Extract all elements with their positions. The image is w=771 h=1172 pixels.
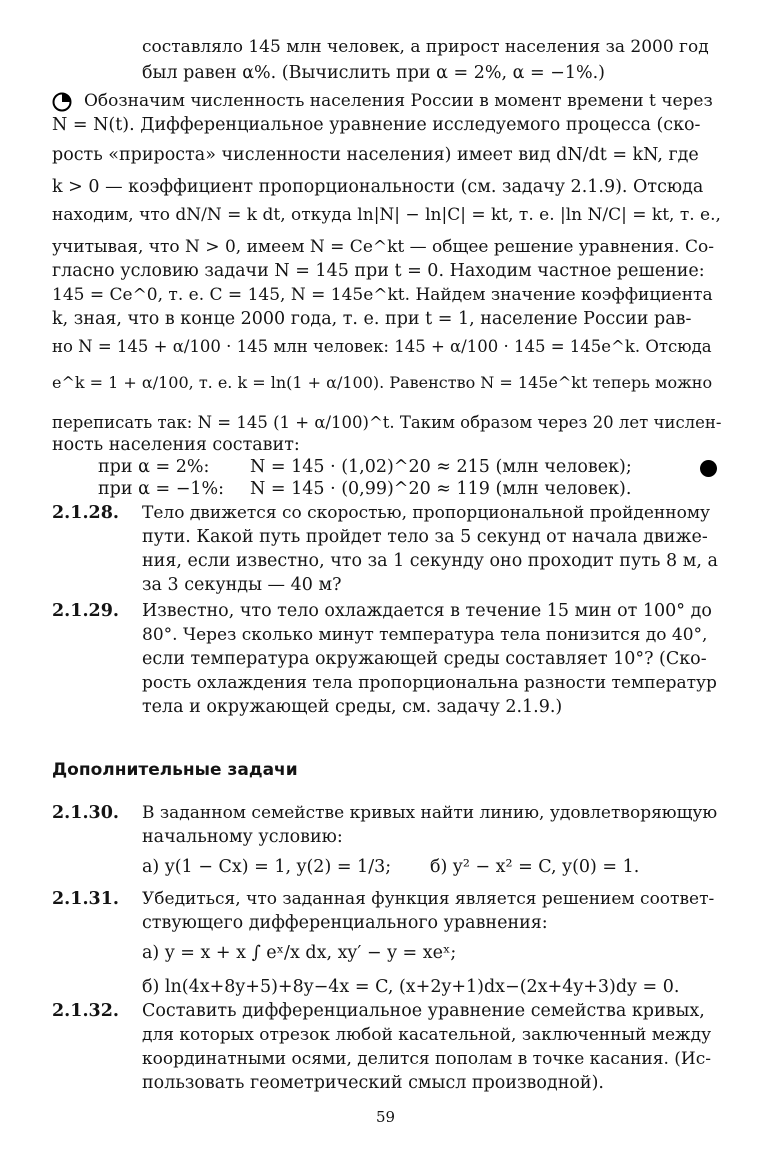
problem-line: Составить дифференциальное уравнение семейства кривых, xyxy=(142,1001,705,1021)
problem-line: ствующего дифференциального уравнения: xyxy=(142,913,548,933)
solution-line: рость «прироста» численности населения) имеет вид dN/dt = kN, где xyxy=(52,145,699,165)
result-condition: при α = 2%: xyxy=(98,457,210,477)
solution-end-icon xyxy=(700,460,717,477)
problem-item: а) y = x + x ∫ eˣ/x dx, xy′ − y = xeˣ; xyxy=(142,943,457,963)
result-condition: при α = −1%: xyxy=(98,479,225,499)
problem-number: 2.1.28. xyxy=(52,503,119,523)
problem-line: 80°. Через сколько минут температура тела понизится до 40°, xyxy=(142,625,708,645)
problem-line: координатными осями, делится пополам в точке касания. (Ис- xyxy=(142,1049,711,1069)
solution-line: e^k = 1 + α/100, т. е. k = ln(1 + α/100). Равенство N = 145e^kt теперь можно xyxy=(52,373,713,392)
problem-number: 2.1.31. xyxy=(52,889,119,909)
problem-line: для которых отрезок любой касательной, заключенный между xyxy=(142,1025,712,1045)
solution-line: но N = 145 + α/100 · 145 млн человек: 145 + α/100 · 145 = 145e^k. Отсюда xyxy=(52,337,712,356)
solution-line: k, зная, что в конце 2000 года, т. е. при t = 1, население России рав- xyxy=(52,309,692,329)
problem-item: б) ln(4x+8y+5)+8y−4x = C, (x+2y+1)dx−(2x+4y+3)dy = 0. xyxy=(142,977,680,997)
solution-line: переписать так: N = 145 (1 + α/100)^t. Таким образом через 20 лет числен- xyxy=(52,413,722,432)
solution-line: гласно условию задачи N = 145 при t = 0. Находим частное решение: xyxy=(52,261,705,281)
problem-number: 2.1.29. xyxy=(52,601,119,621)
solution-line: k > 0 — коэффициент пропорциональности (см. задачу 2.1.9). Отсюда xyxy=(52,177,704,197)
problem-number: 2.1.30. xyxy=(52,803,119,823)
problem-line: пути. Какой путь пройдет тело за 5 секунд от начала движе- xyxy=(142,527,708,547)
problem-line: если температура окружающей среды составляет 10°? (Ско- xyxy=(142,649,707,669)
problem-number: 2.1.32. xyxy=(52,1001,119,1021)
problem-item: б) y² − x² = C, y(0) = 1. xyxy=(430,857,640,877)
section-title: Дополнительные задачи xyxy=(52,760,298,780)
problem-line: Известно, что тело охлаждается в течение 15 мин от 100° до xyxy=(142,601,712,621)
problem-line: начальному условию: xyxy=(142,827,343,847)
problem-line: тела и окружающей среды, см. задачу 2.1.9.) xyxy=(142,697,563,717)
problem-line: В заданном семействе кривых найти линию, удовлетворяющую xyxy=(142,803,718,823)
result-expression: N = 145 · (1,02)^20 ≈ 215 (млн человек); xyxy=(250,457,632,477)
solution-line: находим, что dN/N = k dt, откуда ln|N| − ln|C| = kt, т. е. |ln N/C| = kt, т. е., xyxy=(52,205,721,225)
solution-line: N = N(t). Дифференциальное уравнение исследуемого процесса (ско- xyxy=(52,115,701,135)
problem-line: пользовать геометрический смысл производной). xyxy=(142,1073,604,1093)
result-expression: N = 145 · (0,99)^20 ≈ 119 (млн человек). xyxy=(250,479,632,499)
problem-line: ния, если известно, что за 1 секунду оно проходит путь 8 м, а xyxy=(142,551,718,571)
intro-line: был равен α%. (Вычислить при α = 2%, α = −1%.) xyxy=(142,63,605,83)
problem-line: за 3 секунды — 40 м? xyxy=(142,575,342,595)
intro-line: составляло 145 млн человек, а прирост населения за 2000 год xyxy=(142,37,709,57)
page-number: 59 xyxy=(375,1108,396,1126)
problem-item: а) y(1 − Cx) = 1, y(2) = 1/3; xyxy=(142,857,392,877)
solution-line: ность населения составит: xyxy=(52,435,300,455)
solution-start-icon xyxy=(52,92,72,112)
problem-line: Убедиться, что заданная функция является решением соответ- xyxy=(142,889,715,909)
solution-line: учитывая, что N > 0, имеем N = Ce^kt — общее решение уравнения. Со- xyxy=(52,237,714,257)
problem-line: Тело движется со скоростью, пропорциональной пройденному xyxy=(142,503,711,523)
problem-line: рость охлаждения тела пропорциональна разности температур xyxy=(142,673,717,693)
solution-line: Обозначим численность населения России в момент времени t через xyxy=(84,91,713,111)
solution-line: 145 = Ce^0, т. е. C = 145, N = 145e^kt. Найдем значение коэффициента xyxy=(52,285,713,305)
